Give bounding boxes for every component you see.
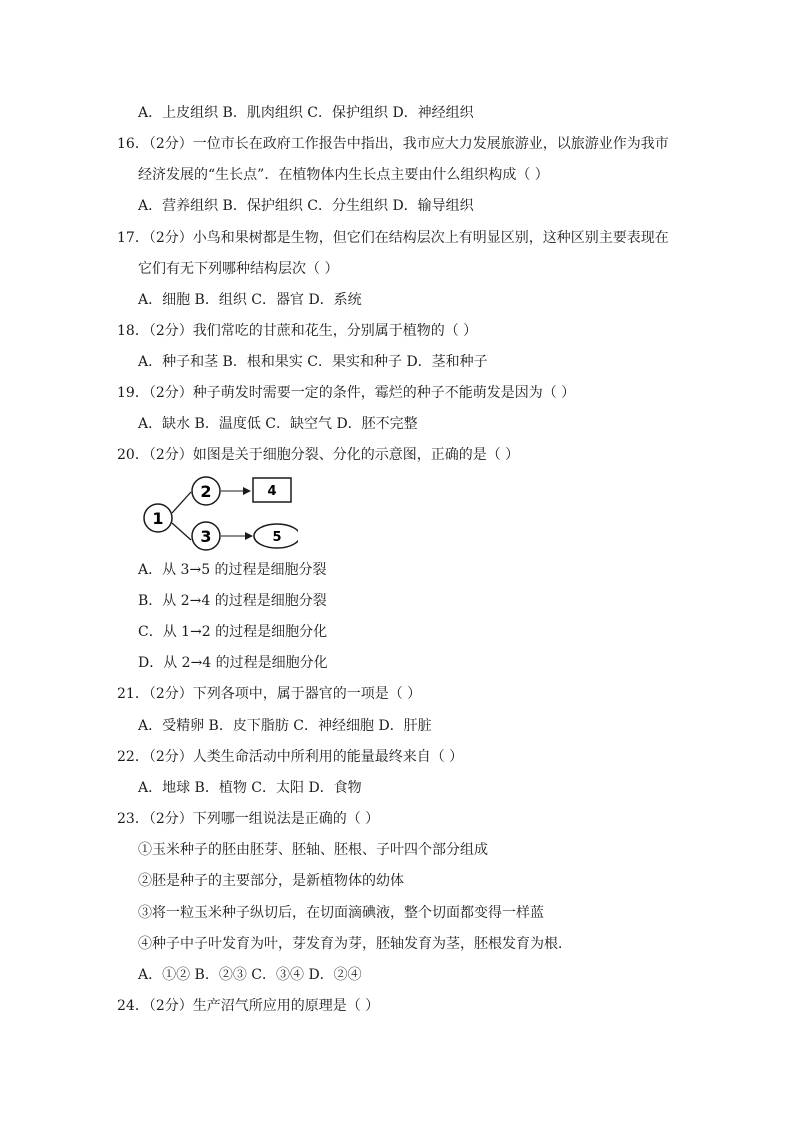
q23-statement-1: ①玉米种子的胚由胚芽、胚轴、胚根、子叶四个部分组成 (138, 842, 488, 858)
node-4-label: 4 (267, 484, 277, 499)
q18-options: A．种子和茎 B．根和果实 C．果实和种子 D．茎和种子 (138, 354, 488, 370)
q17-options: A．细胞 B．组织 C．器官 D．系统 (138, 292, 362, 308)
q23-statement-4: ④种子中子叶发育为叶，芽发育为芽，胚轴发育为茎，胚根发育为根． (138, 936, 572, 952)
q15-options: A．上皮组织 B．肌肉组织 C．保护组织 D．神经组织 (138, 105, 474, 121)
node-3-label: 3 (200, 527, 212, 546)
q16-options: A．营养组织 B．保护组织 C．分生组织 D．输导组织 (138, 198, 474, 214)
node-5-label: 5 (272, 530, 282, 545)
q20-option-a: A．从 3→5 的过程是细胞分裂 (138, 562, 327, 578)
q23-statement-3: ③将一粒玉米种子纵切后，在切面滴碘液，整个切面都变得一样蓝 (138, 905, 544, 921)
q22-options: A．地球 B．植物 C．太阳 D．食物 (138, 780, 362, 796)
q23-statement-2: ②胚是种子的主要部分，是新植物体的幼体 (138, 873, 404, 889)
node-1-label: 1 (152, 509, 164, 528)
q17-stem-cont: 它们有无下列哪种结构层次（ ） (138, 261, 339, 277)
q22-stem: 22．（2分）人类生命活动中所利用的能量最终来自（ ） (117, 749, 464, 765)
q20-stem: 20．（2分）如图是关于细胞分裂、分化的示意图，正确的是（ ） (117, 447, 520, 463)
q24-stem: 24．（2分）生产沼气所应用的原理是（ ） (117, 998, 380, 1014)
q19-options: A．缺水 B．温度低 C．缺空气 D．胚不完整 (138, 416, 418, 432)
branch-line-1-3 (172, 523, 191, 540)
q23-stem: 23．（2分）下列哪一组说法是正确的（ ） (117, 811, 380, 827)
q17-stem: 17．（2分）小鸟和果树都是生物，但它们在结构层次上有明显区别，这种区别主要表现在 (117, 230, 669, 246)
q21-options: A．受精卵 B．皮下脂肪 C．神经细胞 D．肝脏 (138, 718, 432, 734)
q20-option-b: B．从 2→4 的过程是细胞分裂 (138, 593, 327, 609)
q20-option-d: D．从 2→4 的过程是细胞分化 (138, 655, 328, 671)
node-2-label: 2 (200, 482, 212, 501)
q23-options: A．①② B．②③ C．③④ D．②④ (138, 967, 362, 983)
q18-stem: 18．（2分）我们常吃的甘蔗和花生，分别属于植物的（ ） (117, 323, 478, 339)
cell-division-diagram (138, 470, 298, 555)
branch-line-1-2 (172, 492, 191, 513)
q21-stem: 21．（2分）下列各项中，属于器官的一项是（ ） (117, 686, 422, 702)
q16-stem-cont: 经济发展的“生长点”．在植物体内生长点主要由什么组织构成（ ） (138, 167, 549, 183)
q16-stem: 16．（2分）一位市长在政府工作报告中指出，我市应大力发展旅游业，以旅游业作为我市 (117, 136, 669, 152)
q19-stem: 19．（2分）种子萌发时需要一定的条件，霉烂的种子不能萌发是因为（ ） (117, 385, 576, 401)
q20-option-c: C．从 1→2 的过程是细胞分化 (138, 624, 328, 640)
